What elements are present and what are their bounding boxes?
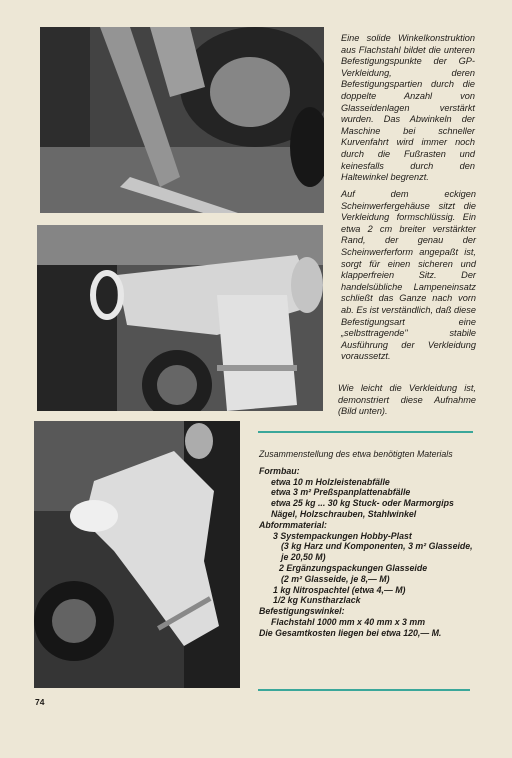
materials-title: Zusammenstellung des etwa benötigten Materials	[259, 449, 453, 459]
page-number: 74	[35, 697, 45, 707]
befestigung-label: Befestigungswinkel:	[259, 606, 345, 617]
separator-line-bottom	[258, 689, 470, 691]
photo-fairing-held	[34, 421, 240, 688]
caption-top: Eine solide Winkelkonstruktion aus Flachstahl bildet die unteren Befestigungspunkte der GP-Verkleidung, deren Befestigungspartien durch die doppelte Anzahl von Glasseidenlagen verstärkt wurden. Das Abwinkeln der Maschine bei schneller Kurvenfahrt wird immer noch durch die Fußrasten und keinesfalls durch den Haltewinkel begrenzt.	[341, 33, 475, 183]
abform-item: 3 Systempackungen Hobby-Plast	[273, 530, 412, 541]
formbau-item: etwa 3 m² Preßspanplattenabfälle	[271, 487, 411, 498]
formbau-item: etwa 10 m Holzleistenabfälle	[271, 476, 390, 487]
caption-bottom: Wie leicht die Verkleidung ist, demonstriert diese Aufnahme (Bild unten).	[338, 383, 476, 417]
photo-headlamp	[37, 225, 323, 411]
abform-item: 1 kg Nitrospachtel (etwa 4,— M)	[273, 584, 406, 595]
abform-detail: (2 m² Glasseide, je 8,— M)	[281, 573, 390, 584]
separator-line-top	[258, 431, 473, 433]
photo-bracket	[40, 27, 324, 213]
abform-detail: (3 kg Harz und Komponenten, 3 m² Glasseide, je 20,50 M)	[281, 541, 473, 563]
total-cost: Die Gesamtkosten liegen bei etwa 120,— M.	[259, 627, 442, 638]
befestigung-item: Flachstahl 1000 mm x 40 mm x 3 mm	[271, 616, 426, 627]
abform-item: 2 Ergänzungspackungen Glasseide	[279, 562, 428, 573]
abform-label: Abformmaterial:	[259, 519, 327, 530]
materials-list	[259, 449, 479, 639]
abform-item: 1/2 kg Kunstharzlack	[273, 595, 361, 606]
formbau-item: etwa 25 kg ... 30 kg Stuck- oder Marmorgips	[271, 498, 454, 509]
caption-middle: Auf dem eckigen Scheinwerfergehäuse sitzt die Verkleidung formschlüssig. Ein etwa 2 cm breiter verstärkter Rand, der genau der Scheinwerferform angepaßt ist, sorgt für einen sicheren und klapperfreien Sitz. Der handelsübliche Lampeneinsatz schließt das Ganze nach vorn ab. Es ist verständlich, daß diese Befestigungsart eine „selbsttragende" stabile Ausführung der Verkleidung voraussetzt.	[341, 189, 476, 362]
formbau-label: Formbau:	[259, 465, 300, 476]
formbau-item: Nägel, Holzschrauben, Stahlwinkel	[271, 508, 417, 519]
